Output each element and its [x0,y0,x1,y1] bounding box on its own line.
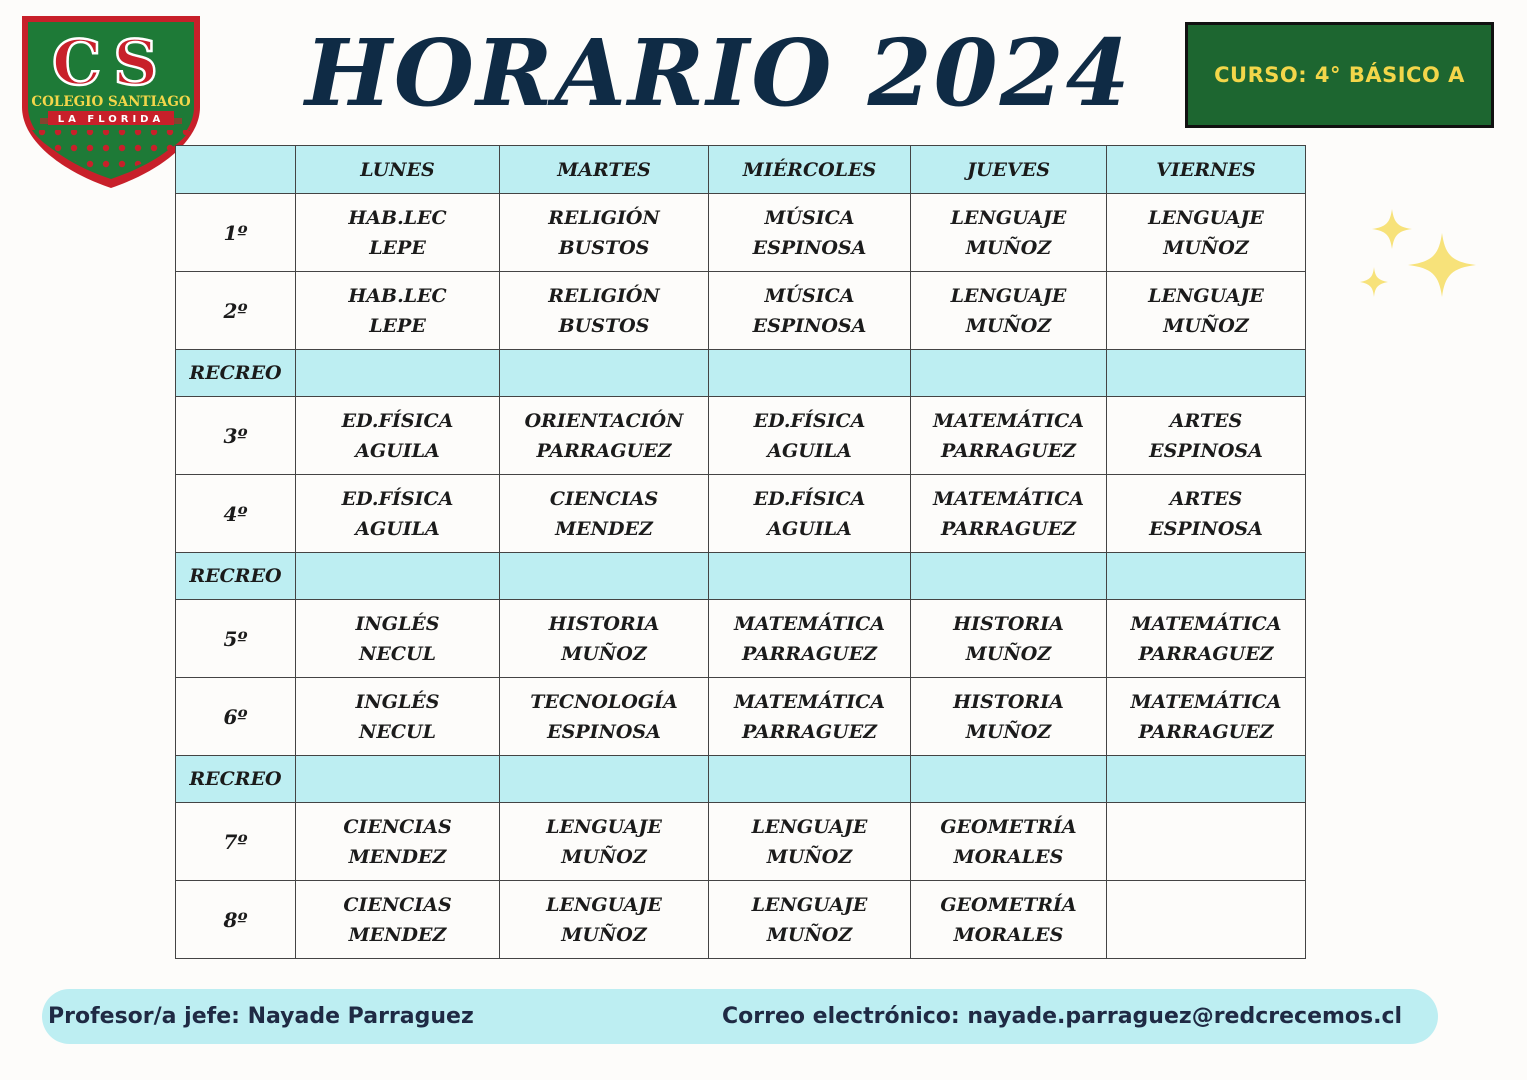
recreo-cell [296,350,500,397]
page-title: HORARIO 2024 [305,19,1132,127]
subject-name: RELIGIÓN [548,206,660,229]
teacher-name: PARRAGUEZ [1138,720,1274,743]
class-cell [911,194,1107,272]
teacher-name: PARRAGUEZ [1138,642,1274,665]
class-cell [296,397,500,475]
subject-name: MATEMÁTICA [734,612,885,635]
subject-name: MATEMÁTICA [933,409,1084,432]
period-label: 4º [176,475,296,553]
subject-name: ARTES [1169,409,1243,432]
class-cell [296,678,500,756]
class-cell [709,678,911,756]
class-cell [1107,803,1306,881]
teacher-name: MUÑOZ [965,720,1052,743]
class-cell [500,678,709,756]
period-label: 6º [176,678,296,756]
class-cell [500,803,709,881]
days-header-row [176,146,1306,194]
day-header: MARTES [500,146,709,194]
recreo-cell [911,553,1107,600]
recreo-row [176,756,1306,803]
subject-name: MÚSICA [764,206,855,229]
teacher-name: MENDEZ [555,517,653,540]
subject-name: HAB.LEC [348,284,447,307]
teacher-name: PARRAGUEZ [940,517,1077,540]
teacher-name: LEPE [369,236,426,259]
teacher-name: MENDEZ [348,923,447,946]
subject-name: CIENCIAS [343,815,452,838]
class-cell [709,803,911,881]
teacher-name: AGUILA [767,517,852,540]
class-cell [911,272,1107,350]
teacher-name: MUÑOZ [766,845,853,868]
class-cell [911,803,1107,881]
recreo-cell [709,350,911,397]
class-cell [500,475,709,553]
class-cell [296,272,500,350]
period-label: 5º [176,600,296,678]
period-label: 7º [176,803,296,881]
day-header: MIÉRCOLES [709,146,911,194]
subject-name: LENGUAJE [546,815,662,838]
subject-name: MATEMÁTICA [1130,690,1282,713]
class-cell [709,194,911,272]
day-header: JUEVES [911,146,1107,194]
table-row [176,678,1306,756]
class-cell [1107,397,1306,475]
table-row [176,194,1306,272]
class-cell [1107,600,1306,678]
subject-name: TECNOLOGÍA [530,690,678,713]
teacher-name: BUSTOS [558,236,650,259]
day-header: VIERNES [1107,146,1306,194]
sparkles-icon [1352,205,1487,320]
logo-school-name: COLEGIO SANTIAGO [31,94,191,110]
teacher-name: PARRAGUEZ [940,439,1077,462]
teacher-name: MUÑOZ [766,923,853,946]
logo-initials: CS [51,26,171,99]
class-cell [911,600,1107,678]
recreo-label: RECREO [176,553,296,600]
head-teacher-label: Profesor/a jefe: Nayade Parraguez [48,1004,474,1029]
class-cell [296,600,500,678]
teacher-name: MUÑOZ [561,923,647,946]
teacher-name: ESPINOSA [547,720,661,743]
recreo-cell [500,350,709,397]
subject-name: HISTORIA [548,612,660,635]
recreo-cell [1107,350,1306,397]
teacher-name: MUÑOZ [561,642,647,665]
period-label: 8º [176,881,296,959]
subject-name: ED.FÍSICA [341,409,454,432]
recreo-cell [1107,553,1306,600]
subject-name: ED.FÍSICA [341,487,454,510]
teacher-name: NECUL [359,642,436,665]
teacher-name: MORALES [953,845,1064,868]
recreo-row [176,350,1306,397]
teacher-name: LEPE [369,314,426,337]
schedule-table [175,145,1306,959]
day-header: LUNES [296,146,500,194]
teacher-name: MENDEZ [348,845,447,868]
class-cell [1107,881,1306,959]
class-cell [296,881,500,959]
subject-name: MATEMÁTICA [734,690,885,713]
subject-name: HAB.LEC [348,206,447,229]
subject-name: CIENCIAS [343,893,452,916]
class-cell [709,475,911,553]
period-label: 1º [176,194,296,272]
subject-name: LENGUAJE [950,284,1067,307]
class-cell [709,272,911,350]
subject-name: CIENCIAS [549,487,659,510]
class-cell [1107,272,1306,350]
class-cell [911,678,1107,756]
course-badge [1185,22,1494,128]
table-row [176,397,1306,475]
subject-name: LENGUAJE [546,893,662,916]
class-cell [500,272,709,350]
class-cell [500,600,709,678]
teacher-name: ESPINOSA [1149,517,1263,540]
subject-name: MÚSICA [764,284,855,307]
teacher-name: NECUL [359,720,436,743]
class-cell [709,600,911,678]
teacher-name: PARRAGUEZ [741,720,878,743]
class-cell [911,397,1107,475]
class-cell [296,475,500,553]
subject-name: INGLÉS [355,690,440,713]
recreo-cell [500,756,709,803]
subject-name: GEOMETRÍA [940,815,1077,838]
recreo-cell [500,553,709,600]
class-cell [1107,475,1306,553]
logo-city: LA FLORIDA [57,114,165,125]
subject-name: MATEMÁTICA [933,487,1084,510]
teacher-name: MUÑOZ [965,642,1052,665]
recreo-cell [296,756,500,803]
table-row [176,803,1306,881]
period-label: 3º [176,397,296,475]
subject-name: ARTES [1169,487,1243,510]
recreo-cell [709,756,911,803]
class-cell [1107,194,1306,272]
teacher-name: BUSTOS [558,314,650,337]
class-cell [500,881,709,959]
teacher-name: AGUILA [355,517,440,540]
teacher-name: ESPINOSA [1149,439,1263,462]
class-cell [709,881,911,959]
class-cell [500,194,709,272]
subject-name: LENGUAJE [1148,284,1264,307]
corner-cell [176,146,296,194]
subject-name: LENGUAJE [751,893,868,916]
subject-name: HISTORIA [953,690,1064,713]
teacher-name: ESPINOSA [752,236,867,259]
subject-name: GEOMETRÍA [940,893,1077,916]
recreo-cell [296,553,500,600]
subject-name: INGLÉS [355,612,440,635]
table-row [176,600,1306,678]
subject-name: LENGUAJE [1148,206,1264,229]
period-label: 2º [176,272,296,350]
class-cell [1107,678,1306,756]
class-cell [296,194,500,272]
teacher-name: MUÑOZ [965,314,1052,337]
subject-name: MATEMÁTICA [1130,612,1282,635]
subject-name: LENGUAJE [950,206,1067,229]
recreo-cell [911,350,1107,397]
teacher-name: MUÑOZ [965,236,1052,259]
teacher-name: PARRAGUEZ [741,642,878,665]
teacher-name: MUÑOZ [1163,236,1249,259]
teacher-name: AGUILA [767,439,852,462]
table-row [176,881,1306,959]
teacher-name: AGUILA [355,439,440,462]
table-row [176,272,1306,350]
subject-name: RELIGIÓN [548,284,660,307]
class-cell [500,397,709,475]
class-cell [911,881,1107,959]
class-cell [911,475,1107,553]
teacher-name: MUÑOZ [561,845,647,868]
recreo-cell [911,756,1107,803]
subject-name: ED.FÍSICA [753,409,866,432]
table-row [176,475,1306,553]
recreo-cell [1107,756,1306,803]
recreo-row [176,553,1306,600]
class-cell [709,397,911,475]
recreo-cell [709,553,911,600]
teacher-name: PARRAGUEZ [536,439,672,462]
recreo-label: RECREO [176,350,296,397]
course-label: CURSO: 4° BÁSICO A [1214,63,1465,87]
subject-name: ED.FÍSICA [753,487,866,510]
subject-name: ORIENTACIÓN [524,409,684,432]
teacher-name: MORALES [953,923,1064,946]
class-cell [296,803,500,881]
teacher-name: MUÑOZ [1163,314,1249,337]
subject-name: HISTORIA [953,612,1064,635]
contact-email-label: Correo electrónico: nayade.parraguez@redcrecemos.cl [722,1004,1403,1029]
subject-name: LENGUAJE [751,815,868,838]
recreo-label: RECREO [176,756,296,803]
teacher-name: ESPINOSA [752,314,867,337]
